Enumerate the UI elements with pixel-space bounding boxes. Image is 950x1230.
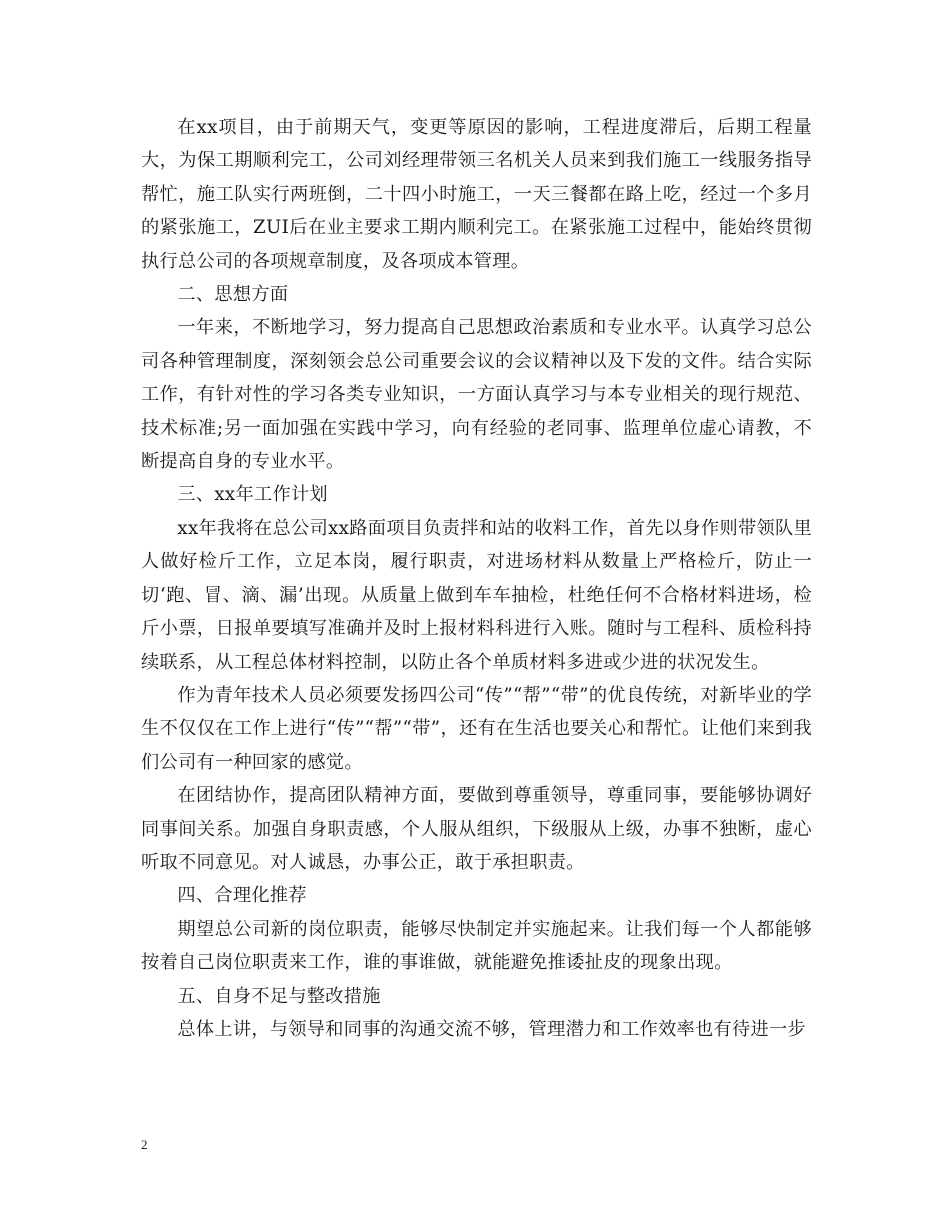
paragraph-work-plan: xx年我将在总公司xx路面项目负责拌和站的收料工作，首先以身作则带领队里人做好检斤工作，立足本岗，履行职责，对进场材料从数量上严格检斤，防止一切‘跑、冒、滴、漏’出现。从质量上做到车车抽检，杜绝任何不合格材料进场，检斤小票，日报单要填写准确并及时上报材料科进行入账。随时与工程科、质检科持续联系，从工程总体材料控制，以防止各个单质材料多进或少进的状况发生。 (141, 517, 812, 673)
paragraph-shortcomings: 总体上讲，与领导和同事的沟通交流不够，管理潜力和工作效率也有待进一步 (177, 1018, 806, 1040)
paragraph-teamwork: 在团结协作，提高团队精神方面，要做到尊重领导，尊重同事，要能够协调好同事间关系。加强自身职责感，个人服从组织，下级服从上级，办事不独断，虚心听取不同意见。对人诚恳，办事公正，敢于承担职责。 (141, 785, 812, 873)
section-heading-work-plan: 三、xx年工作计划 (177, 484, 328, 506)
paragraph-project-summary: 在xx项目，由于前期天气，变更等原因的影响，工程进度滞后，后期工程量大，为保工期顺利完工，公司刘经理带领三名机关人员来到我们施工一线服务指导帮忙，施工队实行两班倒，二十四小时施工，一天三餐都在路上吃，经过一个多月的紧张施工，ZUI后在业主要求工期内顺利完工。在紧张施工过程中，能始终贯彻执行总公司的各项规章制度，及各项成本管理。 (141, 117, 812, 272)
paragraph-mentoring: 作为青年技术人员必须要发扬四公司“传”“帮”“带”的优良传统，对新毕业的学生不仅仅在工作上进行“传”“帮”“带”，还有在生活也要关心和帮忙。让他们来到我们公司有一种回家的感觉。 (141, 684, 812, 773)
section-heading-shortcomings: 五、自身不足与整改措施 (177, 985, 381, 1007)
section-heading-ideology: 二、思想方面 (177, 284, 289, 306)
paragraph-ideology: 一年来，不断地学习，努力提高自己思想政治素质和专业水平。认真学习总公司各种管理制度，深刻领会总公司重要会议的会议精神以及下发的文件。结合实际工作，有针对性的学习各类专业知识，一方面认真学习与本专业相关的现行规范、技术标准;另一面加强在实践中学习，向有经验的老同事、监理单位虚心请教，不断提高自身的专业水平。 (141, 317, 812, 473)
page-number: 2 (141, 1137, 148, 1152)
document-body (141, 111, 812, 1046)
section-heading-recommendations: 四、合理化推荐 (177, 885, 307, 907)
paragraph-recommendations: 期望总公司新的岗位职责，能够尽快制定并实施起来。让我们每一个人都能够按着自己岗位职责来工作，谁的事谁做，就能避免推诿扯皮的现象出现。 (141, 918, 812, 974)
